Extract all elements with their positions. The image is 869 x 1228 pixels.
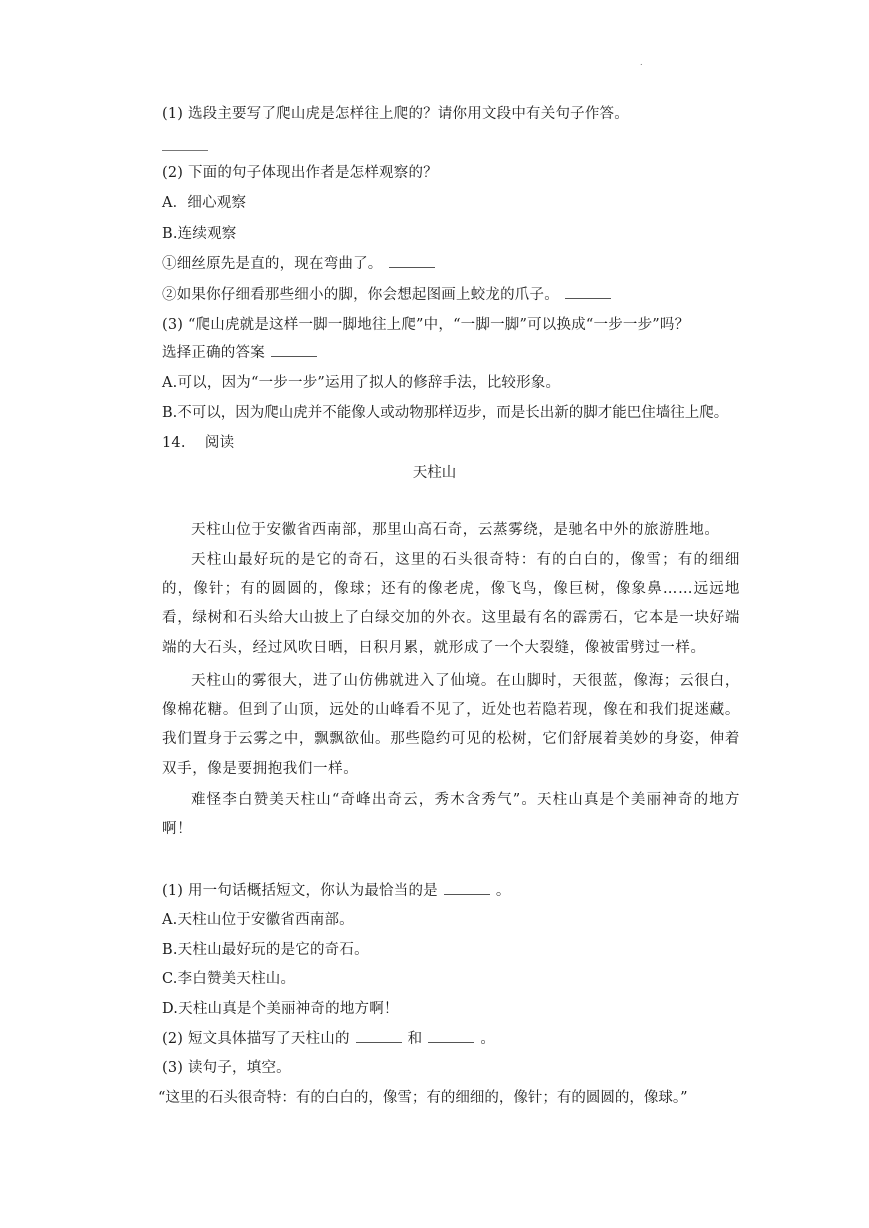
q13-part1-prompt: (1) 选段主要写了爬山虎是怎样往上爬的？请你用文段中有关句子作答。 [162, 106, 629, 122]
q13-option-a: A．细心观察 [162, 195, 247, 211]
q13-sentence-1 [162, 254, 441, 274]
q14-quote: “这里的石头很奇特：有的白白的，像雪；有的细细的，像针；有的圆圆的，像球。” [158, 1090, 688, 1106]
q14-part2-prompt [162, 1029, 495, 1049]
q14-option-c: C.李白赞美天柱山。 [162, 971, 296, 987]
passage-paragraph-4: 难怪李白赞美天柱山“奇峰出奇云，秀木含秀气”。天柱山真是个美丽神奇的地方啊！ [162, 792, 740, 838]
passage-paragraph-1: 天柱山位于安徽省西南部，那里山高石奇，云蒸雾绕，是驰名中外的旅游胜地。 [191, 522, 720, 538]
q13-option-b: B.连续观察 [162, 226, 237, 242]
q13-part2-prompt: (2) 下面的句子体现出作者是怎样观察的？ [162, 165, 438, 181]
answer-blank[interactable] [565, 285, 611, 299]
choose-text: 选择正确的答案 [162, 345, 265, 361]
answer-blank[interactable] [389, 254, 435, 268]
q13-part3-option-a: A.可以，因为“一步一步”运用了拟人的修辞手法，比较形象。 [162, 375, 561, 391]
q13-part3-prompt: (3) “爬山虎就是这样一脚一脚地往上爬”中，“一脚一脚”可以换成“一步一步”吗？ [162, 317, 690, 333]
part2-end: 。 [480, 1031, 496, 1047]
q14-part1-prompt [162, 881, 511, 901]
q14-heading [162, 433, 234, 453]
passage-paragraph-3: 天柱山的雾很大，进了山仿佛就进入了仙境。在山脚时，天很蓝，像海；云很白，像棉花糖。但到了山顶，远处的山峰看不见了，近处也若隐若现，像在和我们捉迷藏。我们置身于云雾之中，飘飘欲仙。那些隐约可见的松树，它们舒展着美妙的身姿，伸着双手，像是要拥抱我们一样。 [162, 673, 740, 777]
answer-blank[interactable] [271, 343, 317, 357]
sentence-2-text: ②如果你仔细看那些细小的脚，你会想起图画上蛟龙的爪子。 [162, 287, 559, 303]
question-label: 阅读 [204, 435, 235, 451]
q14-option-b: B.天柱山最好玩的是它的奇石。 [162, 942, 369, 958]
q13-part3-choose [162, 343, 323, 363]
part1-end: 。 [495, 883, 511, 899]
q13-sentence-2 [162, 285, 617, 305]
part1-text: (1) 用一句话概括短文，你认为最恰当的是 [162, 883, 438, 899]
q14-option-d: D.天柱山真是个美丽神奇的地方啊！ [162, 1001, 399, 1017]
header-mark: . [640, 58, 643, 67]
answer-blank[interactable] [428, 1029, 474, 1043]
question-number: 14. [162, 435, 186, 451]
q14-part3-prompt: (3) 读句子，填空。 [162, 1060, 291, 1076]
part2-and: 和 [407, 1031, 423, 1047]
q14-option-a: A.天柱山位于安徽省西南部。 [162, 912, 354, 928]
sentence-1-text: ①细丝原先是直的，现在弯曲了。 [162, 256, 383, 272]
answer-blank-line[interactable] [162, 150, 208, 151]
passage-paragraph-2: 天柱山最好玩的是它的奇石，这里的石头很奇特：有的白白的，像雪；有的细细的，像针；有的圆圆的，像球；还有的像老虎，像飞鸟，像巨树，像象鼻……远远地看，绿树和石头给大山披上了白绿交加的外衣。这里最有名的霹雳石，它本是一块好端端的大石头，经过风吹日晒，日积月累，就形成了一个大裂缝，像被雷劈过一样。 [162, 552, 740, 656]
part2-text: (2) 短文具体描写了天柱山的 [162, 1031, 350, 1047]
answer-blank[interactable] [444, 881, 490, 895]
answer-blank[interactable] [356, 1029, 402, 1043]
q13-part3-option-b: B.不可以，因为爬山虎并不能像人或动物那样迈步，而是长出新的脚才能巴住墙往上爬。 [162, 405, 729, 421]
passage-title: 天柱山 [412, 465, 457, 481]
